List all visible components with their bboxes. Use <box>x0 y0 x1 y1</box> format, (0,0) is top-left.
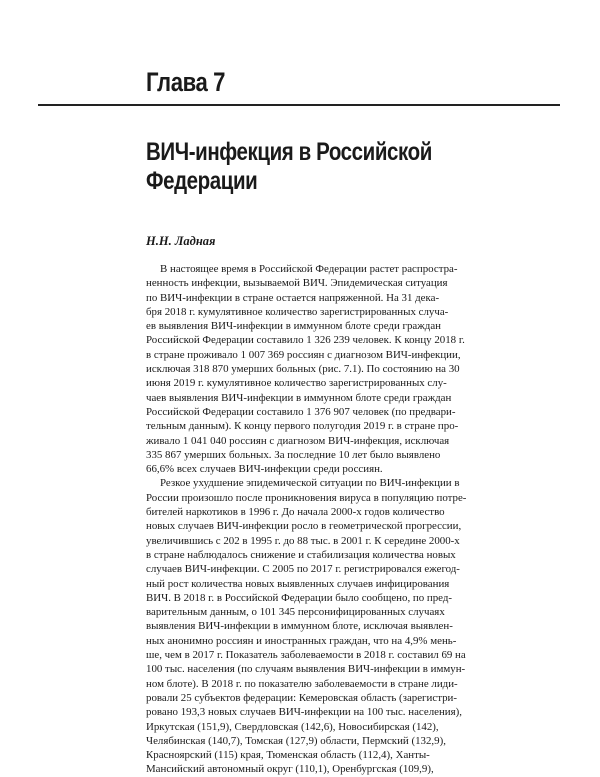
paragraph-line: бря 2018 г. кумулятивное количество зарегистрированных случа- <box>146 305 449 318</box>
paragraph-line: Российской Федерации составило 1 326 239 человек. К концу 2018 г. <box>146 334 465 347</box>
paragraph-line: июня 2019 г. кумулятивное количество зарегистрированных слу- <box>146 377 447 390</box>
paragraph-line: ных анонимно россиян и иностранных граждан, что на 4,9% мень- <box>146 634 457 647</box>
paragraph-line: новых случаев ВИЧ-инфекции росло в геометрической прогрессии, <box>146 520 462 533</box>
paragraph-line: ше, чем в 2017 г. Показатель заболеваемости в 2018 г. составил 69 на <box>146 649 466 662</box>
author-name: Н.Н. Ладная <box>146 234 216 248</box>
paragraph-line: в стране проживало 1 007 369 россиян с диагнозом ВИЧ-инфекции, <box>146 348 461 361</box>
chapter-title <box>146 138 507 196</box>
paragraph <box>146 262 482 476</box>
paragraph-line: Резкое ухудшение эпидемической ситуации по ВИЧ-инфекции в <box>160 477 460 490</box>
paragraph-line: Иркутская (151,9), Свердловская (142,6), Новосибирская (142), <box>146 720 439 733</box>
paragraph-line: ненность инфекции, вызываемой ВИЧ. Эпидемическая ситуация <box>146 277 448 290</box>
paragraph-line: живало 1 041 040 россиян с диагнозом ВИЧ-инфекция, исключая <box>146 434 450 447</box>
paragraph-line: Челябинская (140,7), Томская (127,9) области, Пермский (132,9), <box>146 734 446 747</box>
paragraph-line: 100 тыс. населения (по случаям выявления ВИЧ-инфекции в иммун- <box>146 663 466 676</box>
paragraph-line: России произошло после проникновения вируса в популяцию потре- <box>146 491 467 504</box>
body-text <box>146 262 482 777</box>
paragraph-line: ВИЧ. В 2018 г. в Российской Федерации было сообщено, по пред- <box>146 591 453 604</box>
paragraph-line: 66,6% всех случаев ВИЧ-инфекции среди россиян. <box>146 463 383 476</box>
paragraph-line: выявления ВИЧ-инфекции в иммунном блоте, исключая выявлен- <box>146 620 453 633</box>
paragraph-line: ном блоте). В 2018 г. по показателю заболеваемости в стране лиди- <box>146 677 458 690</box>
paragraph-line: Российской Федерации составило 1 376 907 человек (по предвари- <box>146 405 456 418</box>
paragraph-line: В настоящее время в Российской Федерации растет распростра- <box>160 263 458 275</box>
paragraph-line: по ВИЧ-инфекции в стране остается напряженной. На 31 дека- <box>146 291 440 304</box>
chapter-title-line: ВИЧ-инфекция в Российской <box>146 138 432 166</box>
paragraph-line: чаев выявления ВИЧ-инфекции в иммунном блоте среди граждан <box>146 391 452 404</box>
paragraph-line: тельным данным). К концу первого полугодия 2019 г. в стране про- <box>146 420 459 433</box>
paragraph-line: Красноярский (115) края, Тюменская область (112,4), Ханты- <box>146 749 430 762</box>
chapter-label: Глава 7 <box>146 67 226 97</box>
chapter-title-line: Федерации <box>146 167 258 195</box>
paragraph <box>146 476 482 776</box>
paragraph-line: ровано 193,3 новых случаев ВИЧ-инфекции на 100 тыс. населения), <box>146 706 462 719</box>
paragraph-line: случаев ВИЧ-инфекции. С 2005 по 2017 г. регистрировался ежегод- <box>146 563 460 576</box>
paragraph-line: увеличившись с 202 в 1995 г. до 88 тыс. в 2001 г. К середине 2000-х <box>146 534 460 547</box>
paragraph-line: 335 867 умерших больных. За последние 10 лет было выявлено <box>146 448 441 461</box>
paragraph-line: в стране наблюдалось снижение и стабилизация количества новых <box>146 548 456 561</box>
paragraph-line: ровали 25 субъектов федерации: Кемеровская область (зарегистри- <box>146 691 457 704</box>
paragraph-line: исключая 318 870 умерших больных (рис. 7.1). По состоянию на 30 <box>146 363 460 376</box>
chapter-divider <box>38 104 560 106</box>
paragraph-line: варительным данным, о 101 345 персонифицированных случаях <box>146 606 445 619</box>
paragraph-line: Мансийский автономный округ (110,1), Оренбургская (109,9), <box>146 763 434 776</box>
paragraph-line: бителей наркотиков в 1996 г. До начала 2000-х годов количество <box>146 506 445 519</box>
paragraph-line: ев выявления ВИЧ-инфекции в иммунном блоте среди граждан <box>146 320 441 333</box>
paragraph-line: ный рост количества новых выявленных случаев инфицирования <box>146 577 450 590</box>
